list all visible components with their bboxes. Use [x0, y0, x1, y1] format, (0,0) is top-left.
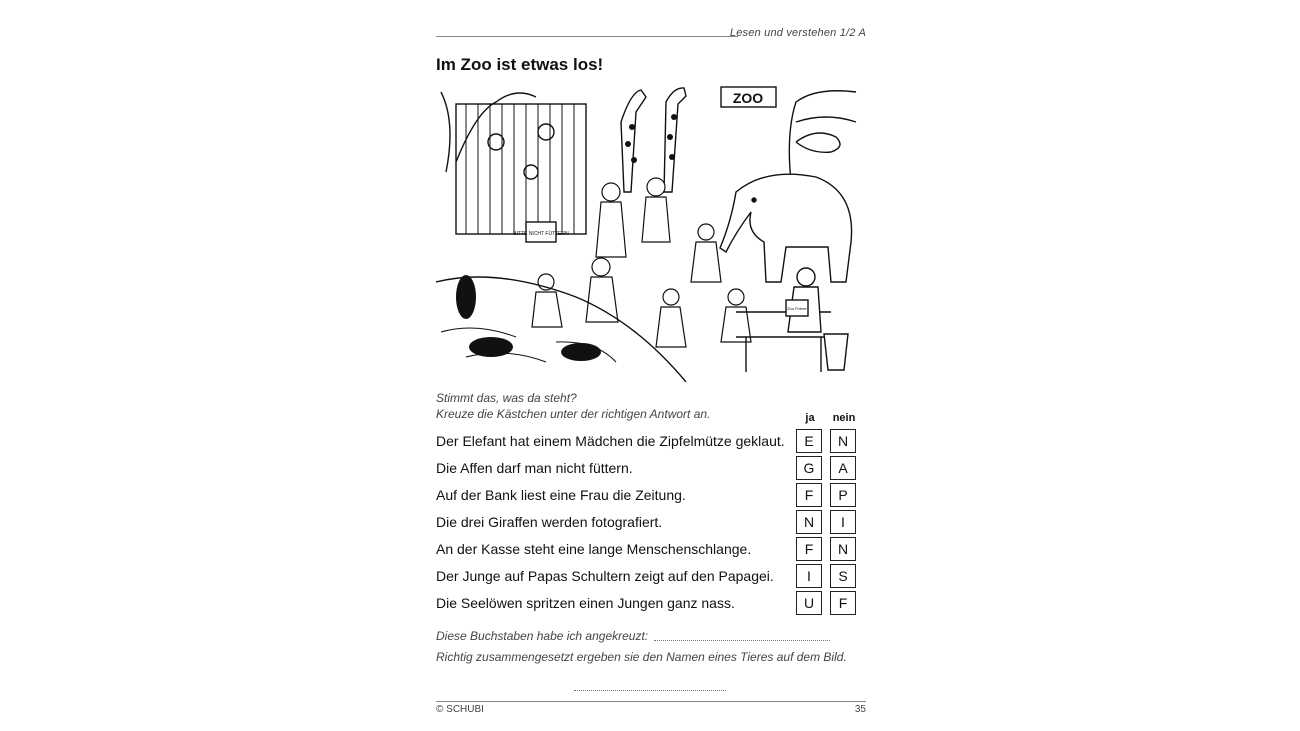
answer-prompt: Diese Buchstaben habe ich angekreuzt: [436, 629, 649, 643]
answer-box-ja[interactable]: F [796, 537, 822, 561]
animal-name-line[interactable] [574, 690, 726, 691]
statement-text: Der Junge auf Papas Schultern zeigt auf den Papagei. [436, 568, 774, 584]
sea-lion-background [796, 133, 840, 152]
svg-text:BITTE NICHT FÜTTERN: BITTE NICHT FÜTTERN [513, 231, 569, 237]
worksheet-title: Im Zoo ist etwas los! [436, 55, 604, 74]
svg-text:ZOO: ZOO [732, 90, 764, 106]
answer-box-ja[interactable]: F [796, 483, 822, 507]
statement-row [436, 564, 866, 591]
statement-row [436, 510, 866, 537]
answer-box-ja[interactable]: U [796, 591, 822, 615]
answer-box-nein[interactable]: I [830, 510, 856, 534]
no-feeding-sign [513, 222, 569, 242]
answer-box-nein[interactable]: P [830, 483, 856, 507]
footer-rule [436, 701, 866, 702]
answer-box-nein[interactable]: N [830, 537, 856, 561]
instruction-task: Kreuze die Kästchen unter der richtigen Antwort an. [436, 407, 711, 421]
svg-text:Zoo Führer: Zoo Führer [787, 306, 807, 311]
header-rule [436, 36, 738, 37]
hint-text: Richtig zusammengesetzt ergeben sie den Namen eines Tieres auf dem Bild. [436, 650, 847, 664]
statement-text: Die Seelöwen spritzen einen Jungen ganz nass. [436, 595, 735, 611]
statement-row [436, 456, 866, 483]
statement-row [436, 591, 866, 618]
column-header-nein: nein [832, 412, 856, 424]
answer-box-nein[interactable]: A [830, 456, 856, 480]
worksheet-page [436, 0, 866, 731]
answer-box-ja[interactable]: E [796, 429, 822, 453]
park-bench [736, 268, 831, 372]
statement-text: Auf der Bank liest eine Frau die Zeitung. [436, 487, 686, 503]
elephant [720, 174, 852, 282]
visitors [532, 178, 751, 347]
statement-text: Die drei Giraffen werden fotografiert. [436, 514, 663, 530]
waste-basket [824, 334, 848, 370]
statement-row [436, 537, 866, 564]
header-label: Lesen und verstehen 1/2 A [729, 27, 866, 39]
statement-row [436, 429, 866, 456]
giraffes [621, 88, 686, 192]
statement-row [436, 483, 866, 510]
statement-text: Die Affen darf man nicht füttern. [436, 460, 633, 476]
copyright: © SCHUBI [436, 704, 484, 715]
answer-box-ja[interactable]: G [796, 456, 822, 480]
answer-box-nein[interactable]: F [830, 591, 856, 615]
instruction-question: Stimmt das, was da steht? [436, 391, 577, 405]
page-number: 35 [854, 704, 866, 715]
zoo-gate-sign [721, 87, 776, 107]
column-header-ja: ja [805, 412, 815, 424]
answer-box-ja[interactable]: N [796, 510, 822, 534]
penguins [456, 275, 601, 361]
statement-text: Der Elefant hat einem Mädchen die Zipfelmütze geklaut. [436, 433, 785, 449]
statement-text: An der Kasse steht eine lange Menschenschlange. [436, 541, 752, 557]
answer-box-nein[interactable]: S [830, 564, 856, 588]
answer-letters-line[interactable] [654, 640, 830, 641]
zoo-illustration [436, 82, 860, 382]
answer-box-nein[interactable]: N [830, 429, 856, 453]
answer-box-ja[interactable]: I [796, 564, 822, 588]
